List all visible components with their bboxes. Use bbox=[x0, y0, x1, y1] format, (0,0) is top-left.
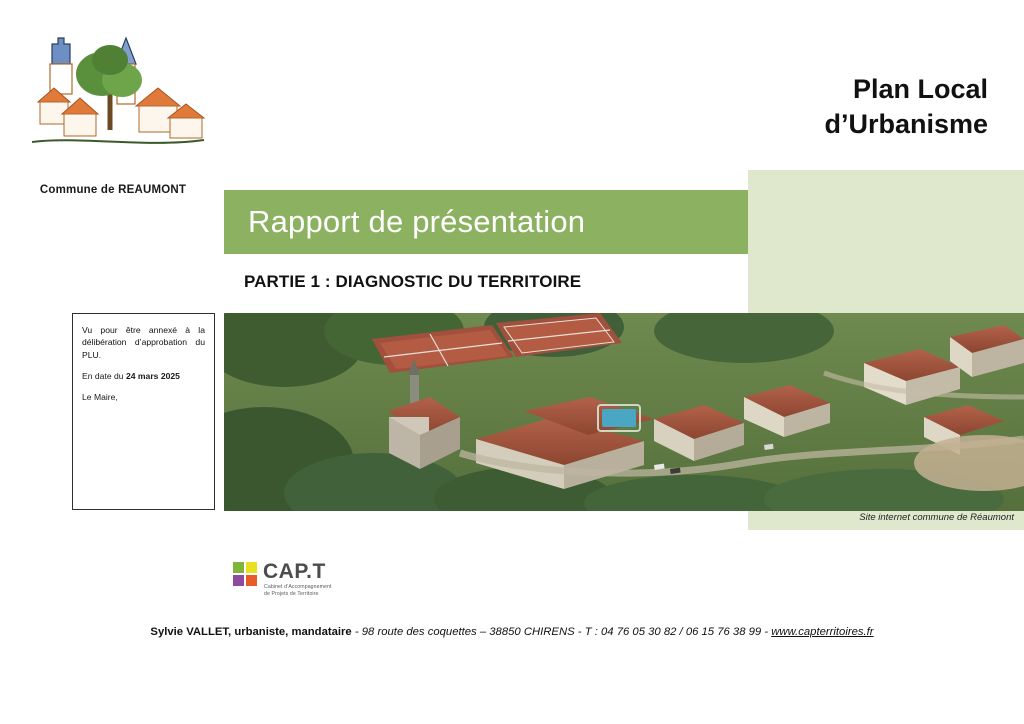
annex-date-prefix: En date du bbox=[82, 371, 126, 382]
annex-paragraph: Vu pour être annexé à la délibération d’approbation du PLU. bbox=[82, 325, 205, 360]
footer-contact bbox=[0, 626, 1024, 638]
commune-crest-icon bbox=[18, 18, 208, 166]
capt-logo bbox=[233, 560, 333, 602]
footer-address: - 98 route des coquettes – 38850 CHIRENS - T : 04 76 05 30 82 / 06 15 76 38 99 - bbox=[351, 626, 772, 638]
capt-tagline-line-1: Cabinet d’Accompagnement bbox=[264, 584, 332, 590]
page-title-line-2: d’Urbanisme bbox=[824, 108, 988, 139]
annex-signature-label: Le Maire, bbox=[82, 392, 118, 403]
report-banner-title: Rapport de présentation bbox=[248, 204, 586, 239]
annex-date-line bbox=[82, 370, 205, 383]
footer-name: Sylvie VALLET, urbaniste, mandataire bbox=[150, 626, 352, 638]
aerial-photo bbox=[224, 313, 1024, 511]
capt-logo-name: CAP.T bbox=[263, 560, 326, 583]
capt-tagline-line-2: de Projets de Territoire bbox=[264, 591, 319, 598]
photo-credit: Site internet commune de Réaumont bbox=[859, 512, 1014, 523]
capt-logo-tagline bbox=[264, 584, 404, 598]
report-banner bbox=[224, 190, 748, 254]
page-title bbox=[568, 72, 988, 141]
annex-date-value: 24 mars 2025 bbox=[125, 371, 180, 382]
commune-logo-caption: Commune de REAUMONT bbox=[39, 184, 187, 196]
capt-squares-icon bbox=[233, 562, 259, 590]
annex-approval-box bbox=[72, 313, 215, 510]
page-title-line-1: Plan Local bbox=[852, 74, 988, 104]
commune-logo-block bbox=[18, 18, 208, 196]
footer-website-link[interactable]: www.capterritoires.fr bbox=[771, 626, 874, 638]
part-subtitle: PARTIE 1 : DIAGNOSTIC DU TERRITOIRE bbox=[244, 272, 582, 291]
